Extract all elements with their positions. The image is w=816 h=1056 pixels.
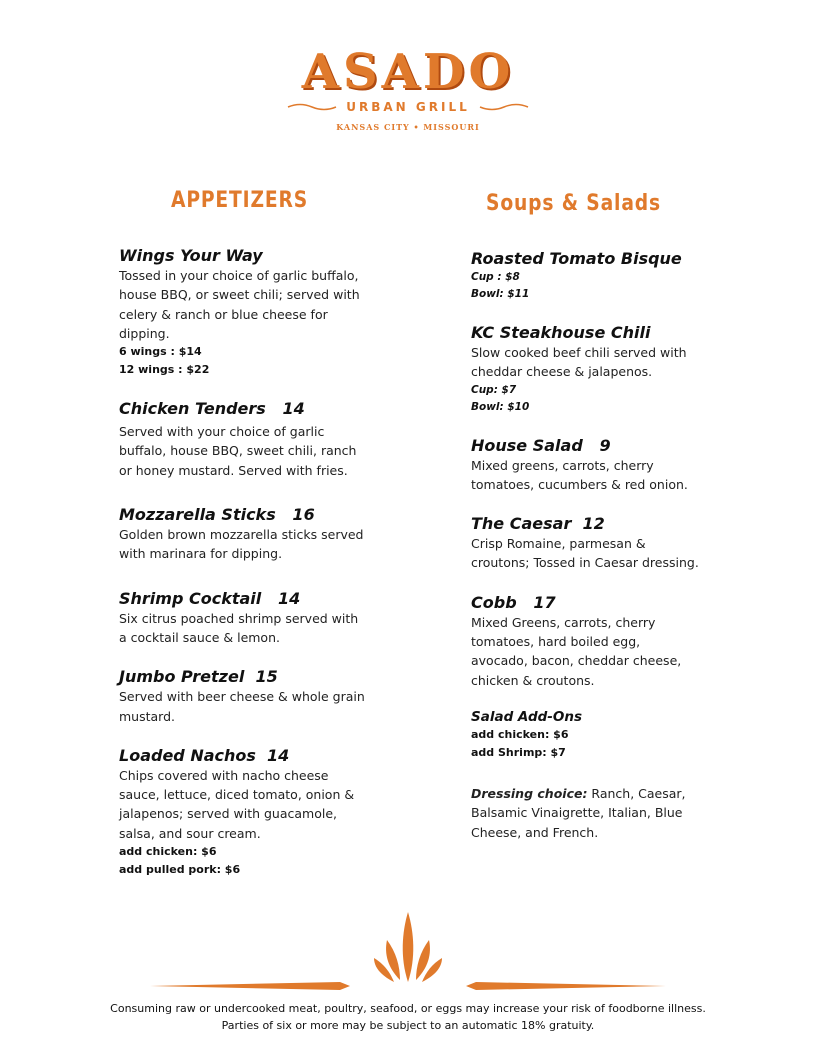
dressing-options: Ranch, Caesar, Balsamic Vinaigrette, Italian, Blue Cheese, and French. [471,785,686,840]
item-price: add pulled pork: $6 [119,863,241,877]
menu-item-cobb [471,593,699,690]
item-name: Loaded Nachos 14 [119,745,290,765]
menu-item-tomato-bisque [471,249,699,303]
flourish-right-icon [478,102,530,112]
dressing-label: Dressing choice: [471,785,588,801]
brand-logo [280,40,536,150]
item-description: Served with your choice of garlic buffalo, house BBQ, sweet chili, ranch or honey mustard. Served with fries. [119,424,357,478]
addons-title: Salad Add-Ons [471,708,583,725]
menu-item-chicken-tenders [119,399,369,480]
soups-salads-title: Soups & Salads [486,191,662,216]
item-name: House Salad 9 [471,435,611,455]
menu-item-kc-chili [471,323,699,416]
addon-price: add Shrimp: $7 [471,745,566,759]
menu-item-mozzarella-sticks [119,505,369,564]
item-description: Six citrus poached shrimp served with a cocktail sauce & lemon. [119,610,359,645]
menu-item-jumbo-pretzel [119,667,369,726]
dressing-choice [471,784,699,842]
item-description: Tossed in your choice of garlic buffalo, house BBQ, or sweet chili; served with celery & ranch or blue cheese for dipping. [119,268,360,341]
item-description: Mixed Greens, carrots, cherry tomatoes, hard boiled egg, avocado, bacon, cheddar cheese, chicken & croutons. [471,614,682,688]
item-price: Cup: $7 [471,383,517,396]
item-description: Served with beer cheese & whole grain mustard. [119,689,365,724]
item-description: Slow cooked beef chili served with cheddar cheese & jalapenos. [471,345,687,380]
item-name: Wings Your Way [119,246,263,265]
item-name: Cobb 17 [471,592,556,612]
item-description: Chips covered with nacho cheese sauce, lettuce, diced tomato, onion & jalapenos; served with guacamole, salsa, and sour cream. [119,767,355,841]
item-price: 6 wings : $14 [119,345,202,359]
salad-addons [471,708,699,762]
menu-item-caesar [471,514,699,573]
item-price: Cup : $8 [471,271,520,283]
item-price: 12 wings : $22 [119,363,210,377]
menu-item-wings [119,246,369,379]
item-description: Mixed greens, carrots, cherry tomatoes, cucumbers & red onion. [471,457,688,492]
menu-item-shrimp-cocktail [119,589,369,648]
appetizers-column [119,246,369,879]
item-price: add chicken: $6 [119,845,217,859]
footer-disclaimer: Consuming raw or undercooked meat, poultry, seafood, or eggs may increase your risk of foodborne illness. [110,1002,706,1015]
appetizers-title: APPETIZERS [171,188,309,213]
item-description: Golden brown mozzarella sticks served with marinara for dipping. [119,527,364,562]
item-description: Crisp Romaine, parmesan & croutons; Tossed in Caesar dressing. [471,536,699,571]
soups-salads-column [471,249,699,842]
item-price: Bowl: $10 [471,400,530,413]
item-name: Roasted Tomato Bisque [471,249,682,268]
item-price: Bowl: $11 [471,288,530,300]
leaf-ornament-icon [150,910,666,994]
item-name: Mozzarella Sticks 16 [119,505,315,525]
item-name: Shrimp Cocktail 14 [119,588,301,608]
item-name: Chicken Tenders 14 [119,399,305,419]
menu-item-house-salad [471,436,699,495]
addon-price: add chicken: $6 [471,727,569,741]
brand-location: KANSAS CITY • MISSOURI [336,122,480,132]
item-name: KC Steakhouse Chili [471,323,651,342]
item-name: The Caesar 12 [471,514,605,534]
brand-tagline: URBAN GRILL [346,100,470,114]
menu-item-loaded-nachos [119,746,369,879]
flourish-left-icon [286,102,338,112]
item-name: Jumbo Pretzel 15 [119,667,278,687]
footer-gratuity: Parties of six or more may be subject to an automatic 18% gratuity. [221,1019,595,1032]
brand-name: ASADO [301,44,515,100]
